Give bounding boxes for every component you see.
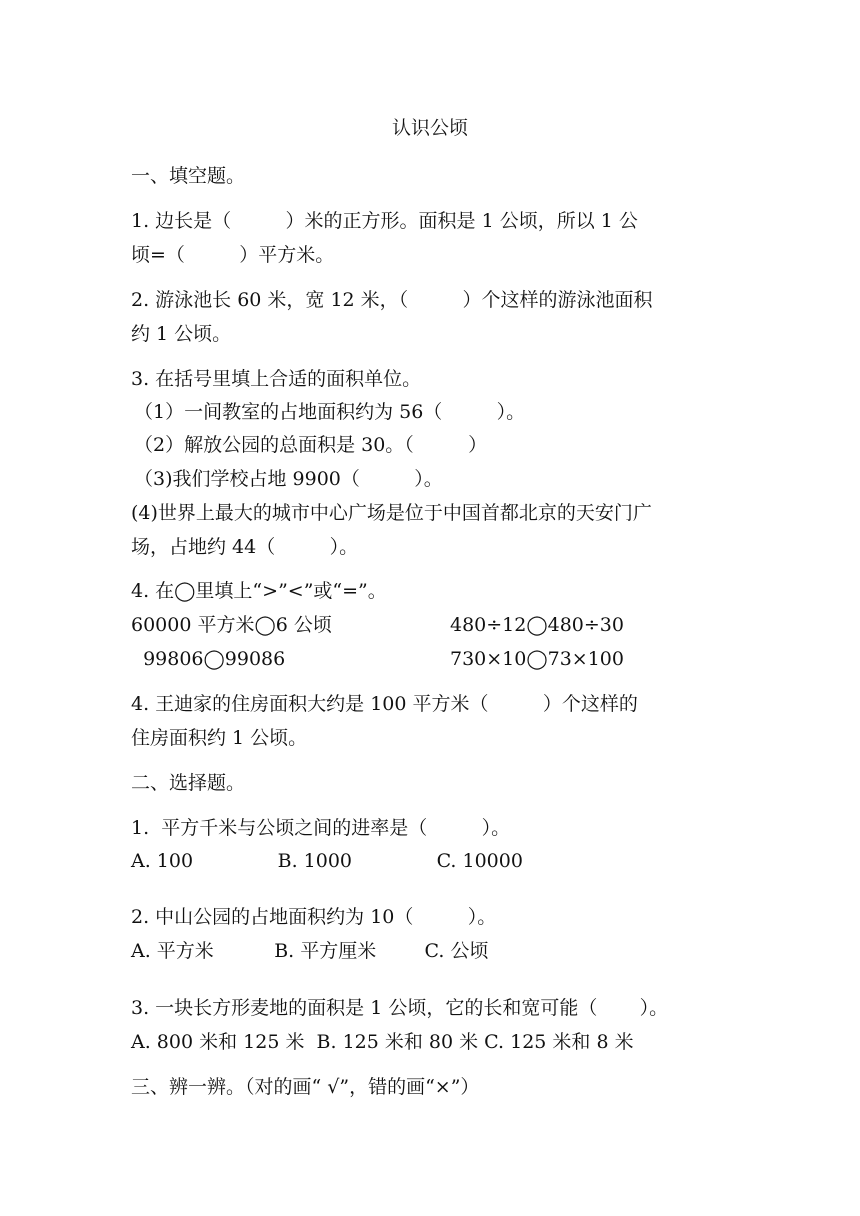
sub-question-text: （2）解放公园的总面积是 30。（ ） [134,434,488,456]
sub-question-text: （1）一间教室的占地面积约为 56（ ）。 [134,401,526,423]
section-heading-choice: 二、选择题。 [131,772,246,794]
question-text: 3. 一块长方形麦地的面积是 1 公顷，它的长和宽可能（ ）。 [131,997,669,1019]
question-text: 4. 在◯里填上“>”<”或“=”。 [131,580,387,602]
section-heading-fill-in: 一、填空题。 [131,165,246,187]
question-text: 约 1 公顷。 [131,323,232,345]
comparison-item: 480÷12◯480÷30 [450,614,624,636]
answer-options: A. 100 B. 1000 C. 10000 [131,850,523,872]
question-text: 2. 中山公园的占地面积约为 10（ ）。 [131,906,497,928]
question-text: 住房面积约 1 公顷。 [131,727,308,749]
question-text: 2. 游泳池长 60 米，宽 12 米，（ ）个这样的游泳池面积 [131,289,653,311]
question-text: 1. 边长是（ ）米的正方形。面积是 1 公顷，所以 1 公 [131,210,638,232]
comparison-item: 730×10◯73×100 [450,648,624,670]
answer-options: A. 平方米 B. 平方厘米 C. 公顷 [131,940,489,962]
sub-question-text: 场，占地约 44（ ）。 [131,536,359,558]
sub-question-text: (4)世界上最大的城市中心广场是位于中国首都北京的天安门广 [131,502,652,524]
comparison-item: 60000 平方米◯6 公顷 [131,614,332,636]
question-text: 1. 平方千米与公顷之间的进率是（ ）。 [131,817,511,839]
section-heading-judge: 三、辨一辨。（对的画“ √”，错的画“×”） [131,1076,480,1098]
question-text: 3. 在括号里填上合适的面积单位。 [131,368,422,390]
sub-question-text: （3)我们学校占地 9900（ ）。 [134,468,443,490]
question-text: 4. 王迪家的住房面积大约是 100 平方米（ ）个这样的 [131,693,638,715]
comparison-item: 99806◯99086 [131,648,286,670]
page-title: 认识公顷 [391,117,468,139]
question-text: 顷=（ ）平方米。 [131,244,335,266]
answer-options: A. 800 米和 125 米 B. 125 米和 80 米 C. 125 米和 8 米 [131,1031,634,1053]
